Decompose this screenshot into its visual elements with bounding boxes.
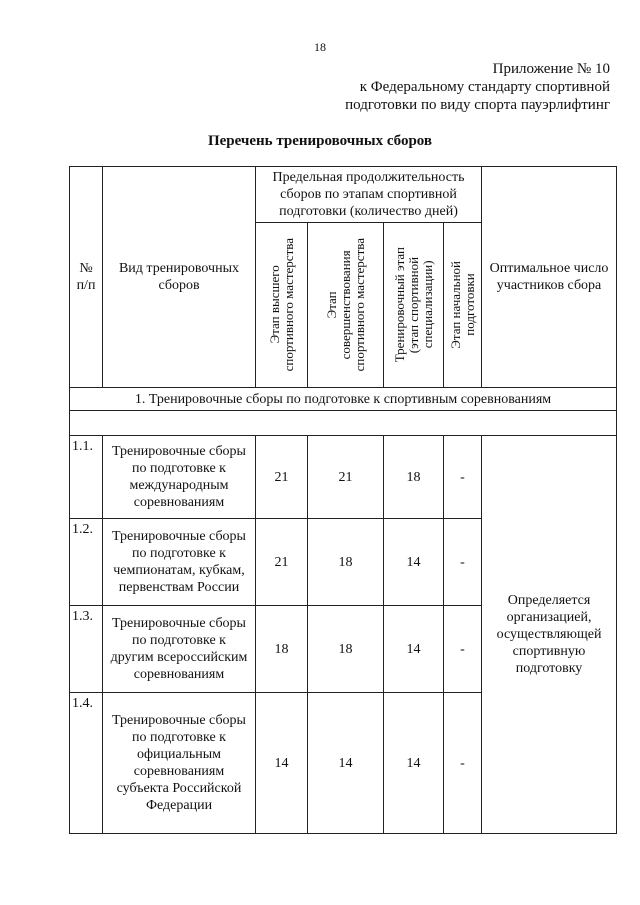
row-value-stage-2: 18 (308, 606, 384, 693)
appendix-line-1: Приложение № 10 (492, 61, 610, 77)
header-num: № п/п (70, 167, 103, 388)
header-stage-2: Этап совершенствования спортивного мастерства (308, 223, 384, 388)
header-stage-4: Этап начальной подготовки (444, 223, 482, 388)
spacer-row (70, 411, 617, 436)
row-value-stage-2: 21 (308, 436, 384, 519)
appendix-line-3: подготовки по виду спорта пауэрлифтинг (345, 97, 610, 113)
row-value-stage-1: 21 (256, 519, 308, 606)
row-value-stage-3: 14 (384, 693, 444, 834)
header-optimal: Оптимальное число участников сбора (482, 167, 617, 388)
row-value-stage-3: 14 (384, 519, 444, 606)
row-value-stage-4: - (444, 693, 482, 834)
header-duration-group: Предельная продолжительность сборов по этапам спортивной подготовки (количество дней) (256, 167, 482, 223)
row-num: 1.2. (70, 519, 103, 606)
section-title: 1. Тренировочные сборы по подготовке к спортивным соревнованиям (70, 388, 617, 411)
header-stage-1: Этап высшего спортивного мастерства (256, 223, 308, 388)
row-num: 1.3. (70, 606, 103, 693)
appendix-line-2: к Федеральному стандарту спортивной (359, 79, 610, 95)
section-row (70, 388, 617, 411)
row-value-stage-1: 21 (256, 436, 308, 519)
page-number: 18 (314, 40, 326, 54)
spacer-cell (70, 411, 617, 436)
header-stage-3: Тренировочный этап (этап спортивной специализации) (384, 223, 444, 388)
row-value-stage-3: 14 (384, 606, 444, 693)
row-value-stage-3: 18 (384, 436, 444, 519)
row-name: Тренировочные сборы по подготовке к другим всероссийским соревнованиям (103, 606, 256, 693)
row-value-stage-1: 14 (256, 693, 308, 834)
row-value-stage-4: - (444, 519, 482, 606)
optimal-value: Определяется организацией, осуществляющей спортивную подготовку (482, 436, 617, 834)
document-title: Перечень тренировочных сборов (207, 133, 433, 149)
row-value-stage-4: - (444, 436, 482, 519)
row-value-stage-2: 14 (308, 693, 384, 834)
row-num: 1.1. (70, 436, 103, 519)
appendix-header (345, 60, 610, 114)
row-name: Тренировочные сборы по подготовке к международным соревнованиям (103, 436, 256, 519)
row-value-stage-4: - (444, 606, 482, 693)
header-type: Вид тренировочных сборов (103, 167, 256, 388)
table-row (70, 436, 617, 519)
training-camps-table (69, 166, 617, 834)
row-name: Тренировочные сборы по подготовке к чемпионатам, кубкам, первенствам России (103, 519, 256, 606)
row-num: 1.4. (70, 693, 103, 834)
row-value-stage-1: 18 (256, 606, 308, 693)
header-row-1 (70, 167, 617, 223)
row-name: Тренировочные сборы по подготовке к официальным соревнованиям субъекта Российской Федерации (103, 693, 256, 834)
row-value-stage-2: 18 (308, 519, 384, 606)
